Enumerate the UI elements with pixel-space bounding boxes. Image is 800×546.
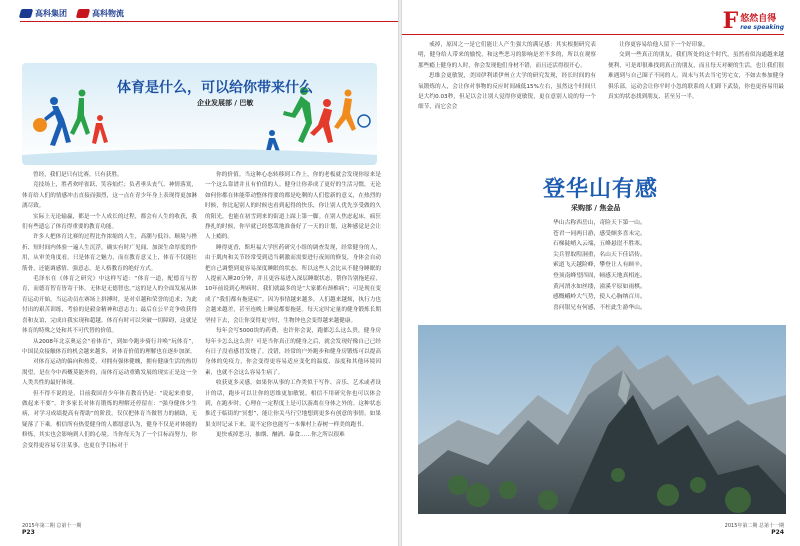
group-logo-text: 高科集团 <box>35 9 67 18</box>
issue-text: 2015年第二期 总第十一期 <box>724 523 784 529</box>
page-number: P23 <box>22 529 35 536</box>
paragraph: 毛泽东在《体育之研究》中这样写道：“体育一道，配德育与智育，而德育智育皆寄于体。无体是无德智也。”这的是人的全面发展从体育运动开始。当运动员在赛场上拼搏时，是对卓越和荣誉的追求；为此付出的艰苦训练，考验的是毅金精神和意志力；最后在公平竞争收获得喜和友谊，完成自我实现和超越。体育有时可以突破一切障碍，这就是体育的特殊之处和其不可代替的价值。 <box>22 276 197 335</box>
paragraph: 你的价值。当这种心态转移到工作上，你的老板就会发现你原来是一个这么靠谱并且有价值的人。健身让你养成了更好的生活习惯，无论如何你都在体能带动整体得要的都是吃剩的人们偿新的意义，在热烈的时候，你比起别人的时候也看到起得的快乐，你让别人优先享受做的久的阳光，也能在初雪到来的街道上踩上第一脚。在别人焦虑起床，疯狂挣扎的时候，你早就已经悠哉地准备好了一天的计划，这种感觉是会让人上瘾的。 <box>205 172 381 241</box>
basketball-icon <box>33 118 47 132</box>
paragraph: 每年会写5000块的药费，也许你会说，跑都怎么这么贵，健身房每年卡怎么这么贵？可是当你真正的健身之后，就会发现好像自己已经有日子没看感冒发烧了。没错，经常的户外跑步和健身房锻炼可以提高身体的免疫力，你会变得更容易适应变化的温度、湿度和其他环境因素，也就不会这么容易生病了。 <box>205 328 381 376</box>
poem-line: 索道飞天越险峰，攀登让人有顾辛。 <box>553 262 646 269</box>
article-column-2 <box>205 170 381 510</box>
poem-body <box>553 218 646 313</box>
athletes-left <box>33 90 108 147</box>
article-column-3 <box>418 40 596 166</box>
paragraph: 对体育运动的偏向和热爱，对拥有强体健魄，拥有健康生活的热切渴望，是在今中西概莫能外的，而体育运动重勤发展的现实正是这一全人类共性的最好体现。 <box>22 359 197 387</box>
poem-line: 登顶南峰望四周，顿感天地真相连。 <box>553 272 646 279</box>
left-page <box>0 0 398 546</box>
section-title: 悠然自得 <box>740 14 777 24</box>
poem-line: 感慨峨岭大气势，使人心胸纳百川。 <box>553 294 646 301</box>
soccer-ball-icon <box>358 115 370 127</box>
header-rule <box>20 21 398 22</box>
article-column-1 <box>22 170 197 510</box>
poem-line: 华山古称西岳山，奇险天下第一山。 <box>553 220 646 226</box>
poem-line: 黄河渭水如丝缕，潼溪平原如雨棋。 <box>553 283 646 290</box>
poem-title: 登华山有感 <box>543 177 659 202</box>
article-banner <box>22 63 377 165</box>
paragraph: 实际上无论输赢，都是一个人成长的过程，都会有人生的收获，我们有些遗忘了体育得重要的教育功能。 <box>22 213 197 231</box>
page-number: P24 <box>771 529 784 536</box>
issue-text: 2015年第二期 总第十一期 <box>22 523 82 529</box>
paragraph: 睡得更香，斯坦福大学医药研究小组的调查发现，经常健身的人，由于肌肉和关节经常受到适当刺激而需要进行夜间的修复，身体会自动把自己调整到更容易深度睡眠的状态。所以这些人会比从不健身睡眠的人提前入睡20分钟，并且更容易进入深层睡眠状态，帮你告别拖延症，10年前说到心理病时，我们就最多的是“大家都有颈椎病”；可是现在变成了“我们都有拖延症”。因为事情越来越多，人们越来越烦，执行力也会越来越差，甚至连晚上睡觉都要拖延。每天定时定量的健身锻炼长期坚持下去，会让你变得更守时，生物钟也会变得越来越健康。 <box>205 244 381 324</box>
logistics-logo-icon <box>76 9 90 18</box>
logistics-logo-text: 高科物流 <box>92 9 124 18</box>
section-header <box>723 10 784 32</box>
paragraph: 从2008年北京奥运会“看体育”，到如今跑步骑行并唤“玩体育”，中国民众接触体育的机会越来越多，对体育价值的理解也在逐步加深。 <box>22 338 197 355</box>
paragraph: 曾经，我们是只有比赛，只有获胜。 <box>33 172 123 178</box>
poem-line: 喜问银兄有何感，不枉此生游华山。 <box>553 304 646 311</box>
company-logo-logistics <box>77 8 124 19</box>
section-subtitle: ree speaking <box>740 24 784 31</box>
huashan-mountain-image <box>418 325 786 514</box>
group-logo-icon <box>19 9 33 18</box>
footer-left <box>22 522 81 536</box>
paragraph: 收获更多灵感，如果你从事的工作类似于写作、音乐、艺术或者设计的话，跑步可以让你的思维更加敏锐。相信不用研究你也可以体会到，在跑步时，心理在一定程度上是可以游离在身体之外的。这种状态推近于临街的“冥想”，能让你关马行空地想到更多有创意的事情。如果果支时记录下来，说不定你也能写一本像村上春树一样美的跑书。 <box>205 380 381 428</box>
paragraph: 更快戒掉恶习，抽烟、酗酒、暴食……你之所以很难 <box>216 432 345 439</box>
footer-right <box>725 522 784 536</box>
poem-line: 苍君一同两日游，感受颇多喜未完。 <box>553 230 646 237</box>
company-logo-group <box>20 8 67 19</box>
poem-line: 尖兵智取隍洞重，名山天下佳话传。 <box>553 251 646 258</box>
article-title: 体育是什么，可以给你带来什么 <box>117 80 313 96</box>
paragraph: 让你更容易给他人留下一个好印象。 <box>619 42 709 48</box>
paragraph: 竞技场上，胜者欢呼雀跃、笑容灿烂；负者垂头丧气、神情落寞，体育给人们的情感冲击直接而强烈，这一点在青少年身上表现得更加淋漓尽致。 <box>22 182 197 210</box>
header-logos <box>20 8 124 19</box>
mountain-photo <box>418 325 786 514</box>
poem-line: 石梯陡峭入云端，五峰悬崖不胜寒。 <box>553 241 646 248</box>
article-author: 企业发展部 / 巴敏 <box>197 99 254 107</box>
paragraph: 交到一些真正的朋友，我们所处的这个时代，虽然看似沟通越来越便利，可是却很难找到真正的朋友，而且每天对硬的生活，也让我们很难遇到与自己圈子不同的人。周末与其去当宅男宅女，不如去参加健身俱乐部，运动会让你平时小忽的联系的人们卸下武装，你也更容易用最真实的状态找到朋友、甚至另一半。 <box>608 52 784 101</box>
header-rule-right <box>402 34 784 35</box>
paragraph: 戒掉，原因之一是它们能让人产生强大的满足感：其实根据研究表明，健身给人带来的愉悦，和这些恶习的影响是差不多的，所以在观察那些瘾上健身的人时，你会发现他们身材不错，而且还活得很开心。 <box>418 42 596 69</box>
article-column-4 <box>608 40 784 130</box>
paragraph: 许多人把体育比赛的过程比作浓缩的人生，高潮与低谷、顺境与挫折、短时间内体验一遍人生沉浮，确实有时广见闻、加深生命厚度的作用，从审美角度看，只是体育之魅力，而在教育意义上，体育不仅能壮筋骨，还能调感情、强意志，是人格教育的绝好方式。 <box>22 234 197 272</box>
paragraph: 但不得不说的是，目前我国青少年体育教育仍是：“说起来重要，做起来不要”。许多家长对体育锻炼的理解还停留在：“强身健体少生病，对学习成绩提高有帮助”的阶段，仅仅把体育当做智力的辅助，无疑落了下乘。相信所有热爱健身的人都愿意认为，健身不仅是对体能的修炼，其实也会影响到人们的心境。当你每天为了一个目标而努力，你会变得更容易专注某事，也更在乎目标对于 <box>22 390 197 449</box>
section-letter: F <box>722 8 739 34</box>
paragraph: 思维会更敏锐，美国伊利诺伊州立大学的研究发现，经长时间的有氧锻炼的人，会让你对事物的反应时间减低15%左右，虽然这个时间只是大约0.03秒，但足以会让别人觉得你更敏锐，更在意别人说的每一个细节，而它会会 <box>418 73 596 111</box>
poem-author: 采购部 / 焦金品 <box>571 204 621 212</box>
athletes-right <box>265 87 370 156</box>
